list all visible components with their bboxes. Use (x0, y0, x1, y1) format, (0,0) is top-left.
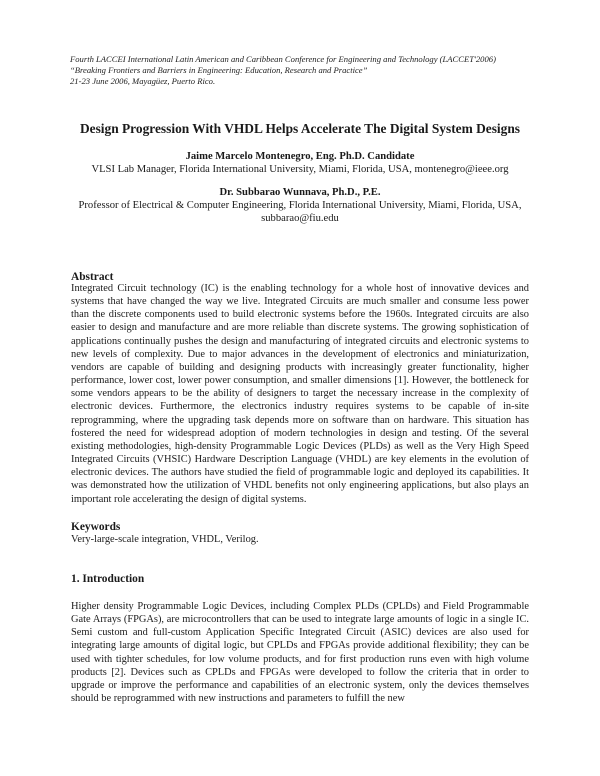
author-block-2 (40, 186, 560, 226)
author-affiliation-2: Professor of Electrical & Computer Engineering, Florida International University, Miami, Florida, USA, subbarao@fiu.edu (78, 200, 522, 225)
introduction-text: Higher density Programmable Logic Devices, including Complex PLDs (CPLDs) and Field Programmable Gate Arrays (FPGAs), are microcontrollers that can be used to integrate large amounts of logic in a single IC. Semi custom and full-custom Application Specific Integrated Circuit (ASIC) devices are also used for integrating large amounts of digital logic, but CPLDs and FPGAs provide additional flexibility; they can be used with tighter schedules, for low volume products, and for first production runs even with high volume products [2]. Devices such as CPLDs and FPGAs were developed to follow the criteria that in order to upgrade or improve the performance and capabilities of an electronic system, only the devices themselves should be reprogrammed with new instructions and parameters to fulfill the new (71, 601, 529, 705)
conference-header (70, 54, 540, 86)
introduction-heading: 1. Introduction (71, 573, 145, 585)
author-block-1 (40, 150, 560, 176)
abstract-heading: Abstract (71, 271, 114, 283)
conference-line-2: “Breaking Frontiers and Barriers in Engineering: Education, Research and Practice” (70, 64, 368, 75)
author-name-1: Jaime Marcelo Montenegro, Eng. Ph.D. Candidate (185, 151, 415, 162)
abstract-text: Integrated Circuit technology (IC) is the enabling technology for a whole host of innovative devices and systems that have changed the way we live. Integrated Circuits are much smaller and consume less power than the discrete components used to build electronic systems before the 1960s. Integrated circuits are also easier to design and manufacture and are more reliable than discrete systems. The growing sophistication of applications continually pushes the design and manufacturing of integrated circuits and electronic systems to new levels of complexity. Due to major advances in the development of electronics and miniaturization, vendors are capable of building and designing products with increasingly greater functionality, higher performance, lower cost, lower power consumption, and smaller dimensions [1]. However, the bottleneck for some vendors appears to be the ability of designers to target the necessary increase in the complexity of electronic devices. Furthermore, the electronics industry requires systems to be capable of in-site reprogramming, where the upgrading task depends more on software than on hardware. This situation has fostered the need for widespread adoption of modern technologies in design and testing. Of the several existing methodologies, high-density Programmable Logic Devices (PLDs) as well as the Very High Speed Integrated Circuits (VHSIC) Hardware Description Language (VHDL) are key elements in the evolution of electronic devices. The authors have studied the field of programmable logic and deployed its capabilities. It was demonstrated how the utilization of VHDL benefits not only engineering applications, but also plays an important role accelerating the design of digital systems. (71, 283, 529, 505)
conference-line-1: Fourth LACCEI International Latin American and Caribbean Conference for Engineering and Technology (LACCET'2006) (70, 54, 496, 64)
author-affiliation-1: VLSI Lab Manager, Florida International University, Miami, Florida, USA, montenegro@ieee.org (91, 164, 509, 176)
keywords-text: Very-large-scale integration, VHDL, Verilog. (71, 534, 259, 545)
author-name-2: Dr. Subbarao Wunnava, Ph.D., P.E. (219, 187, 381, 198)
paper-title: Design Progression With VHDL Helps Accelerate The Digital System Designs (79, 121, 521, 136)
conference-line-3: 21-23 June 2006, Mayagüez, Puerto Rico. (70, 75, 216, 86)
keywords-heading: Keywords (71, 521, 121, 533)
